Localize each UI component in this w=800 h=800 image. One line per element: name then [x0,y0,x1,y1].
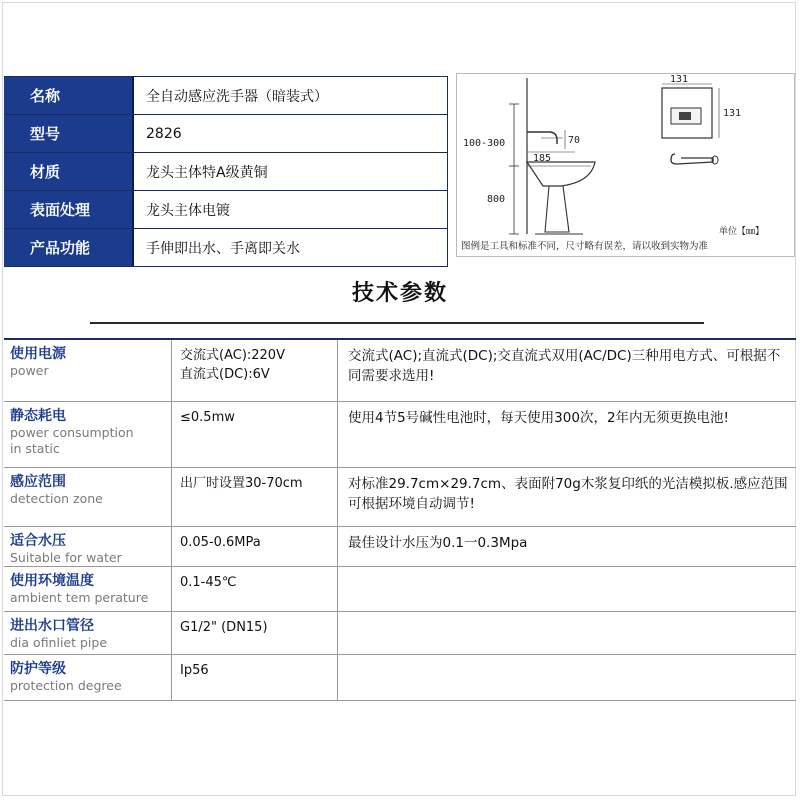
product-info-table [4,76,448,267]
product-row-label: 产品功能 [4,229,134,266]
spec-value: 0.05-0.6MPa [172,527,338,566]
product-row-value: 2826 [134,115,448,152]
installation-drawing [457,74,796,239]
spec-row [4,655,796,701]
spec-note: 使用4节5号碱性电池时，每天使用300次，2年内无须更换电池! [348,410,729,426]
diagram-unit: 单位【㎜】 [718,227,764,237]
spec-row [4,402,796,468]
spec-name-cell [4,527,172,566]
height-range-label: 100-300 [463,138,506,149]
spout-height-label: 70 [568,135,581,146]
spec-name-en: ambient tem perature [10,590,149,605]
spec-name-en: power [10,363,49,378]
product-row [4,76,448,115]
spec-value: G1/2" (DN15) [172,612,338,654]
product-row [4,153,448,191]
spec-name-cell [4,567,172,611]
spec-note [338,655,796,700]
spec-value: 出厂时设置30-70cm [172,468,338,526]
spec-row [4,340,796,402]
spec-value: ≤0.5mw [172,402,338,467]
product-row [4,115,448,153]
spec-name-zh: 适合水压 [10,533,66,549]
spec-value: 交流式(AC):220V 直流式(DC):6V [172,340,338,401]
reach-label: 185 [533,153,552,164]
spec-name-zh: 进出水口管径 [10,618,94,634]
spec-name-zh: 防护等级 [10,661,66,677]
spec-name-zh: 使用环境温度 [10,573,94,589]
product-row [4,191,448,229]
spec-name-cell [4,612,172,654]
spec-note: 交流式(AC);直流式(DC);交直流式双用(AC/DC)三种用电方式、可根据不同需要求选用! [348,348,781,384]
section-title: 技术参数 [351,281,448,306]
plate-height-label: 131 [723,108,742,119]
spec-name-en: power consumption in static [10,425,134,456]
plate-width-label: 131 [670,74,689,85]
product-row-label: 表面处理 [4,191,134,228]
spec-note: 最佳设计水压为0.1一0.3Mpa [348,535,528,551]
spec-name-cell [4,655,172,700]
spec-row [4,527,796,567]
spec-name-en: detection zone [10,491,103,506]
product-row-value: 龙头主体电镀 [134,191,448,228]
product-row-label: 名称 [4,77,134,114]
product-row [4,229,448,267]
spec-note [338,612,796,654]
spec-note [338,567,796,611]
spec-table [4,338,796,701]
spec-name-cell [4,340,172,401]
spec-note: 对标准29.7cm×29.7cm、表面附70g木浆复印纸的光洁模拟板.感应范围可根据环境自动调节! [348,476,788,512]
spec-value: Ip56 [172,655,338,700]
spec-row [4,567,796,612]
spec-name-zh: 静态耗电 [10,408,66,424]
spec-name-en: dia ofinliet pipe [10,635,108,650]
spec-name-zh: 使用电源 [10,346,66,362]
spec-name-cell [4,402,172,467]
product-row-label: 型号 [4,115,134,152]
product-row-label: 材质 [4,153,134,190]
counter-height-label: 800 [487,194,506,205]
spec-row [4,468,796,527]
spec-name-en: Suitable for water [10,550,122,565]
title-divider [90,322,704,324]
installation-diagram [456,73,795,257]
product-row-value: 全自动感应洗手器（暗装式） [134,77,448,114]
diagram-note: 图例是工具和标准不同，尺寸略有误差，请以收到实物为准 [461,241,709,252]
spec-name-zh: 感应范围 [10,474,66,490]
spec-name-en: protection degree [10,678,122,693]
product-row-value: 手伸即出水、手离即关水 [134,229,448,266]
spec-row [4,612,796,655]
product-row-value: 龙头主体特A级黄铜 [134,153,448,190]
spec-value: 0.1-45℃ [172,567,338,611]
spec-name-cell [4,468,172,526]
